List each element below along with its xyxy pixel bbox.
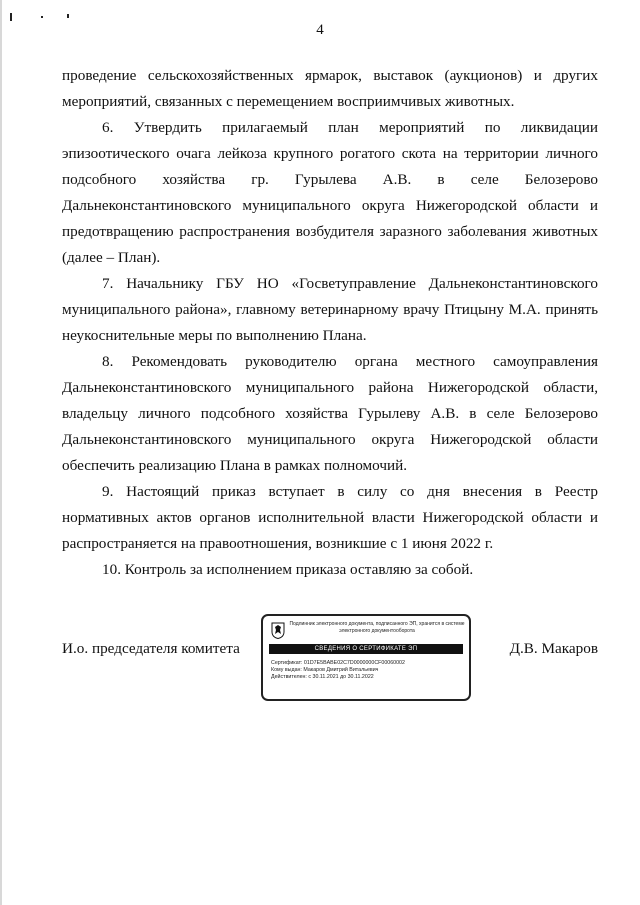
signer-name: Д.В. Макаров	[509, 640, 598, 657]
paragraph: проведение сельскохозяйственных ярмарок, выставок (аукционов) и других мероприятий, связанных с перемещением восприимчивых животных.	[62, 67, 598, 110]
scan-artifact-mark	[41, 16, 43, 18]
signer-title: И.о. председателя комитета	[62, 640, 240, 657]
scan-edge-line	[0, 0, 2, 905]
document-body	[62, 63, 598, 583]
paragraph: 10. Контроль за исполнением приказа оставляю за собой.	[102, 561, 474, 578]
paragraph: 9. Настоящий приказ вступает в силу со дня внесения в Реестр нормативных актов органов исполнительной власти Нижегородской области и распространяется на правоотношения, возникшие с 1 июня 2022 г.	[62, 483, 598, 552]
stamp-header-text: Подлинник электронного документа, подписанного ЭП, хранится в системе электронного документооборота	[289, 621, 465, 634]
coat-of-arms-icon	[271, 622, 285, 639]
paragraph: 7. Начальнику ГБУ НО «Госветуправление Дальнеконстантиновского муниципального района», главному ветеринарному врачу Птицыну М.А. принять неукоснительные меры по выполнению Плана.	[62, 275, 598, 344]
stamp-issued-to: Кому выдан: Макаров Дмитрий Витальевич	[271, 667, 379, 673]
scan-artifact-mark	[67, 14, 69, 18]
scan-artifact-mark	[10, 13, 12, 21]
electronic-signature-stamp	[261, 614, 471, 701]
stamp-certificate-details	[271, 660, 465, 681]
stamp-validity: Действителен: с 30.11.2021 до 30.11.2022	[271, 674, 374, 680]
page-number: 4	[316, 22, 324, 38]
paragraph: 6. Утвердить прилагаемый план мероприятий по ликвидации эпизоотического очага лейкоза крупного рогатого скота на территории личного подсобного хозяйства гр. Гурылева А.В. в селе Белозерово Дальнеконстантиновского муниципального округа Нижегородской области и предотвращению распространения возбудителя заразного заболевания животных (далее – План).	[62, 119, 598, 266]
signature-block	[62, 620, 598, 710]
stamp-bar-label: СВЕДЕНИЯ О СЕРТИФИКАТЕ ЭП	[269, 644, 463, 654]
stamp-certificate-number: Сертификат: 01D7E5BABE02C7D0000000CF00060002	[271, 660, 405, 666]
paragraph: 8. Рекомендовать руководителю органа местного самоуправления Дальнеконстантиновского муниципального района Нижегородской области, владельцу личного подсобного хозяйства Гурылеву А.В. в селе Белозерово Дальнеконстантиновского муниципального округа Нижегородской области обеспечить реализацию Плана в рамках полномочий.	[62, 353, 598, 474]
